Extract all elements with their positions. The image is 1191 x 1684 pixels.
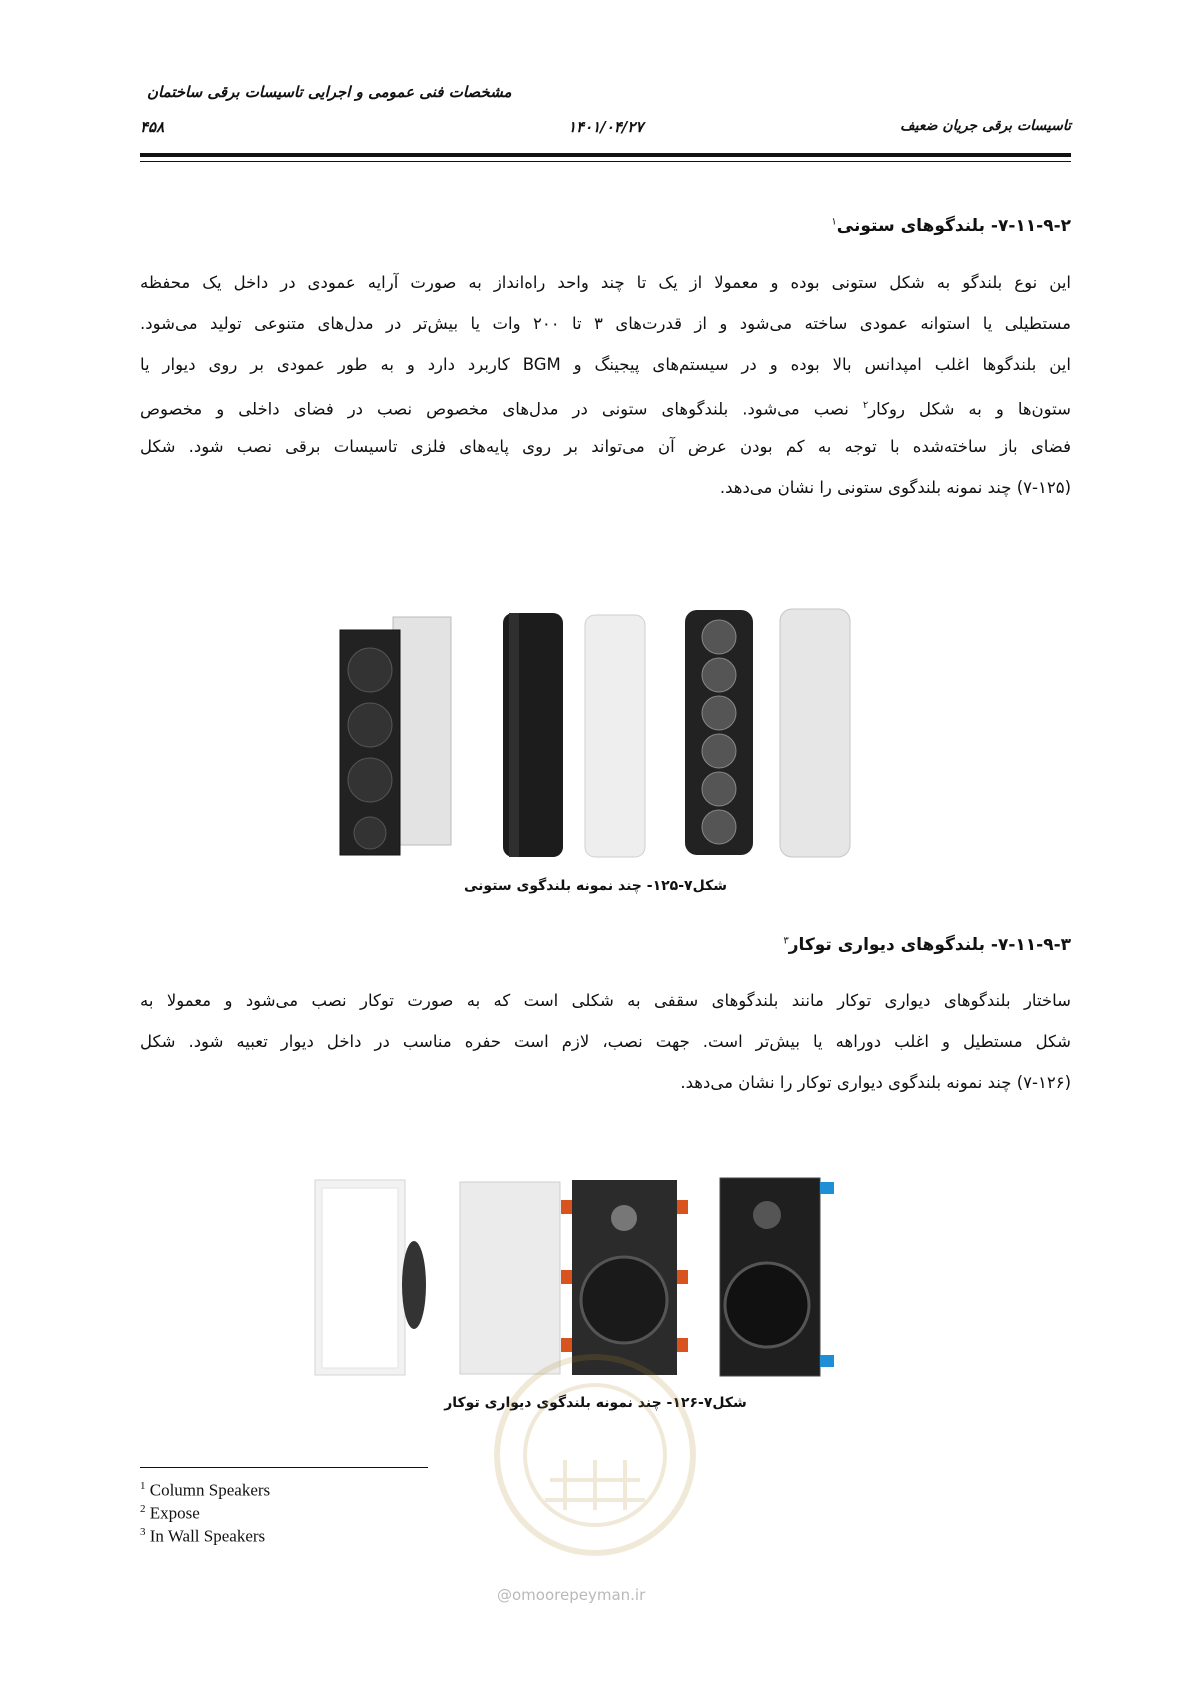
watermark-text: @omoorepeyman.ir [497,1586,646,1604]
header-title: مشخصات فنی عمومی و اجرایی تاسیسات برقی ساختمان [147,83,512,101]
paragraph-line: فضای باز ساخته‌شده با توجه به کم بودن عرض آن می‌تواند بر روی پایه‌های فلزی تاسیسات برقی نصب شود. شکل [140,437,1071,456]
figure-caption-126: شکل۷-۱۲۶- چند نمونه بلندگوی دیواری توکار [444,1395,747,1411]
paragraph-line: (۷-۱۲۵) چند نمونه بلندگوی ستونی را نشان می‌دهد. [719,478,1071,497]
paragraph-line: ستون‌ها و به شکل روکار$^۲$ نصب می‌شود. بلندگوهای ستونی در مدل‌های مخصوص نصب در فضای داخلی و مخصوص [140,399,1071,419]
page-number: ۴۵۸ [140,118,165,136]
paragraph-line: (۷-۱۲۶) چند نمونه بلندگوی دیواری توکار را نشان می‌دهد. [680,1073,1071,1092]
section-heading-in-wall-speakers: ۷-۱۱-۹-۳- بلندگوهای دیواری توکار$^۳$ [783,935,1071,955]
footnote-3: $^3$ In Wall Speakers [140,1526,266,1546]
watermark-seal-icon [490,1350,700,1560]
header-subtitle: تاسیسات برقی جریان ضعیف [900,118,1071,134]
column-speakers-image [335,605,875,860]
section2-paragraph [140,980,1071,1103]
header-date: ۱۴۰۱/۰۴/۲۷ [568,118,644,136]
paragraph-line: این بلندگوها اغلب امپدانس بالا بوده و در سیستم‌های پیجینگ و BGM کاربرد دارد و به طور عمودی بر روی دیوار یا [140,355,1071,374]
speaker-white-cylinder [585,615,645,857]
section1-paragraph [140,262,1071,508]
header-rule-thick [140,153,1071,157]
header-row [140,118,1071,140]
paragraph-line: مستطیلی یا استوانه عمودی ساخته می‌شود و از قدرت‌های ۳ تا ۲۰۰ وات یا بیش‌تر در مدل‌های متنوعی تولید می‌شود. [140,314,1072,333]
footnote-2: $^2$ Expose [140,1503,200,1523]
in-wall-speaker-grille [460,1182,560,1374]
footnote-rule [140,1467,428,1468]
speaker-white-grille [780,609,850,857]
speaker-grille-white [393,617,451,845]
header-rule-thin [140,161,1071,162]
paragraph-line: شکل مستطیل و اغلب دوراهه یا بیش‌تر است. جهت نصب، لازم است حفره مناسب در داخل دیوار تعبیه شود. شکل [140,1032,1071,1051]
paragraph-line: ساختار بلندگوهای دیواری توکار مانند بلندگوهای سقفی به شکلی است که به صورت توکار نصب می‌شود و معمولا به [140,991,1071,1010]
figure-column-speakers [335,605,875,860]
in-wall-speakers-image [310,1170,910,1380]
figure-in-wall-speakers [310,1170,910,1380]
section-heading-column-speakers: ۷-۱۱-۹-۲- بلندگوهای ستونی$^۱$ [831,216,1071,236]
footnote-1: $^1$ Column Speakers [140,1480,271,1500]
paragraph-line: این نوع بلندگو به شکل ستونی بوده و معمولا از یک تا چند واحد راه‌انداز به صورت آرایه عمودی در داخل یک محفظه [140,273,1071,292]
figure-caption-125: شکل۷-۱۲۵- چند نمونه بلندگوی ستونی [464,878,727,894]
